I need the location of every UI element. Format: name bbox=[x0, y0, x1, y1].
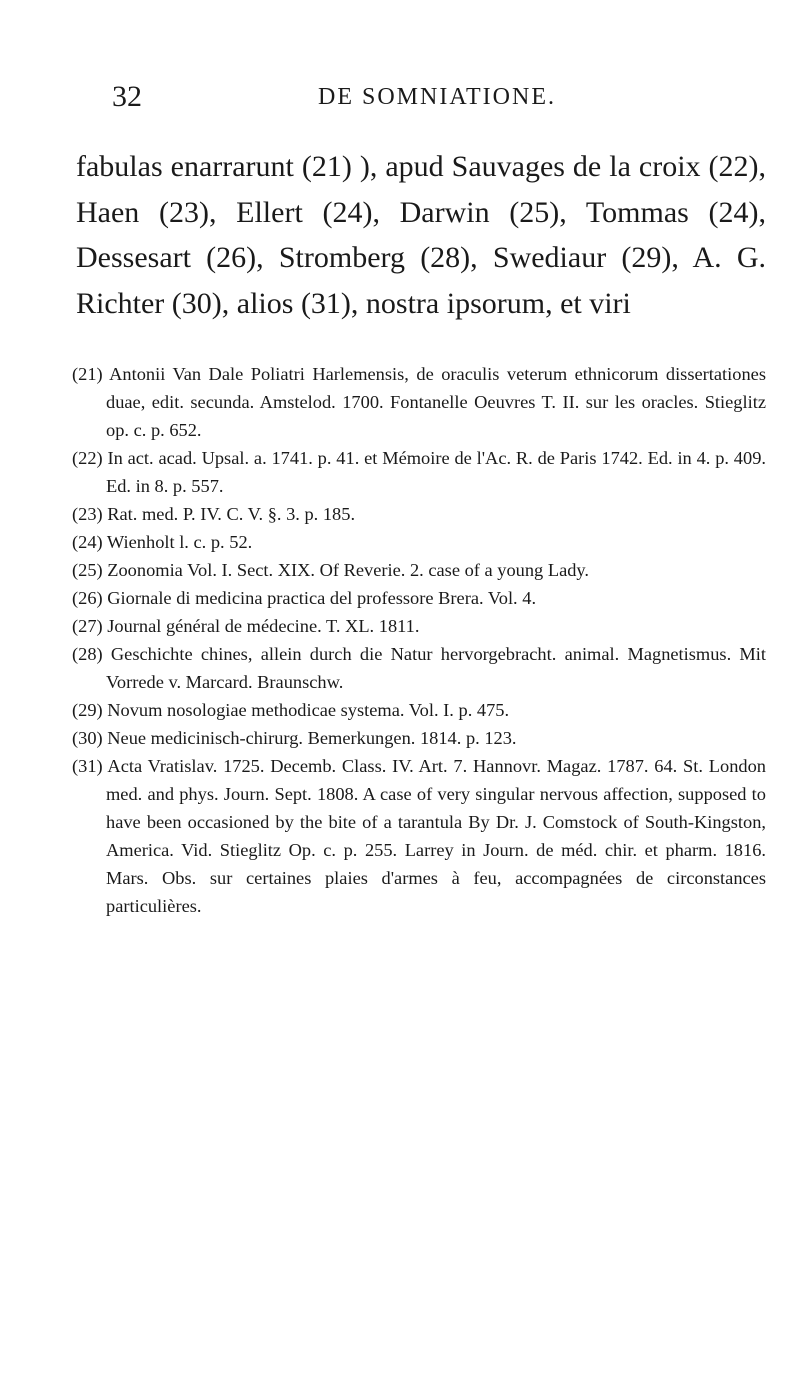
footnote bbox=[72, 724, 766, 752]
footnote bbox=[72, 640, 766, 696]
footnote-text: Zoonomia Vol. I. Sect. XIX. Of Reverie. 2. case of a young Lady. bbox=[107, 560, 590, 580]
footnote bbox=[72, 500, 766, 528]
footnote bbox=[72, 528, 766, 556]
footnote-text: Acta Vratislav. 1725. Decemb. Class. IV. Art. 7. Hannovr. Magaz. 1787. 64. St. London med. and phys. Journ. Sept. 1808. A case of very singular nervous affection, supposed to have been occasioned by the bite of a tarantula By Dr. J. Comstock of South-Kingston, America. Vid. Stieglitz Op. c. p. 255. Larrey in Journ. de méd. chir. et pharm. 1816. Mars. Obs. sur certaines plaies d'armes à feu, accompagnées de circonstances particulières. bbox=[106, 756, 766, 916]
footnote-number: (27) bbox=[72, 616, 103, 636]
page-header bbox=[112, 80, 762, 114]
footnote bbox=[72, 360, 766, 444]
footnote-text: Journal général de médecine. T. XL. 1811. bbox=[107, 616, 420, 636]
footnote bbox=[72, 696, 766, 724]
footnote-text: Novum nosologiae methodicae systema. Vol. I. p. 475. bbox=[107, 700, 510, 720]
footnote-number: (30) bbox=[72, 728, 103, 748]
footnote-number: (22) bbox=[72, 448, 103, 468]
footnote bbox=[72, 584, 766, 612]
footnote-text: Giornale di medicina practica del professore Brera. Vol. 4. bbox=[107, 588, 537, 608]
footnote-text: Neue medicinisch-chirurg. Bemerkungen. 1814. p. 123. bbox=[107, 728, 517, 748]
footnote bbox=[72, 444, 766, 500]
footnote-number: (29) bbox=[72, 700, 103, 720]
footnote-text: Antonii Van Dale Poliatri Harlemensis, de oraculis veterum ethnicorum dissertationes duae, edit. secunda. Amstelod. 1700. Fontanelle Oeuvres T. II. sur les oracles. Stieglitz op. c. p. 652. bbox=[106, 364, 766, 440]
footnote-number: (21) bbox=[72, 364, 103, 384]
footnote-number: (24) bbox=[72, 532, 103, 552]
footnote bbox=[72, 752, 766, 920]
footnote-number: (25) bbox=[72, 560, 103, 580]
footnote bbox=[72, 612, 766, 640]
footnote bbox=[72, 556, 766, 584]
footnotes bbox=[72, 360, 766, 920]
footnote-text: Wienholt l. c. p. 52. bbox=[106, 532, 253, 552]
footnote-number: (28) bbox=[72, 644, 103, 664]
page-number: 32 bbox=[112, 80, 142, 113]
footnote-number: (31) bbox=[72, 756, 103, 776]
footnote-text: Geschichte chines, allein durch die Natur hervorgebracht. animal. Magnetismus. Mit Vorrede v. Marcard. Braunschw. bbox=[106, 644, 766, 692]
footnote-text: Rat. med. P. IV. C. V. §. 3. p. 185. bbox=[107, 504, 356, 524]
running-head: DE SOMNIATIONE. bbox=[318, 84, 556, 110]
footnote-number: (26) bbox=[72, 588, 103, 608]
footnote-text: In act. acad. Upsal. a. 1741. p. 41. et Mémoire de l'Ac. R. de Paris 1742. Ed. in 4. p. 409. Ed. in 8. p. 557. bbox=[106, 448, 766, 496]
footnote-number: (23) bbox=[72, 504, 103, 524]
main-text-paragraph: fabulas enarrarunt (21) ), apud Sauvages de la croix (22), Haen (23), Ellert (24), Darwin (25), Tommas (24), Dessesart (26), Stromberg (28), Swediaur (29), A. G. Richter (30), alios (31), nostra ipsorum, et viri bbox=[76, 150, 766, 320]
